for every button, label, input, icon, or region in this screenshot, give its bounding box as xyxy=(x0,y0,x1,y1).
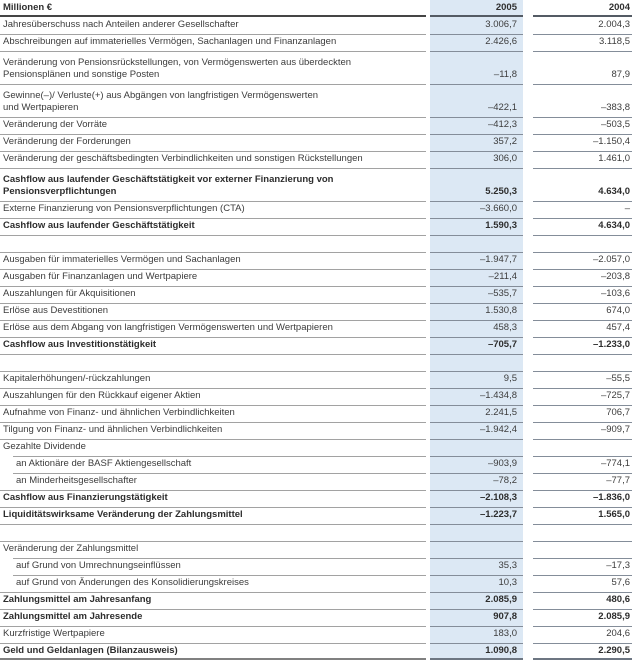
row-label: Veränderung von Pensionsrückstellungen, von Vermögenswerten aus überdeckten Pensionsplänen und sonstige Posten xyxy=(0,51,426,84)
row-value-2005: 10,3 xyxy=(430,575,523,592)
table-row xyxy=(0,422,634,439)
table-row xyxy=(0,354,634,371)
row-value-2005: 35,3 xyxy=(430,558,523,575)
row-label: Auszahlungen für Akquisitionen xyxy=(0,286,426,303)
table-row xyxy=(0,252,634,269)
table-row xyxy=(0,286,634,303)
row-label: Kurzfristige Wertpapiere xyxy=(0,626,426,643)
row-value-2004: 4.634,0 xyxy=(533,218,632,235)
table-row xyxy=(0,134,634,151)
row-value-2004: 480,6 xyxy=(533,592,632,609)
table-row xyxy=(0,371,634,388)
row-value-2004: 3.118,5 xyxy=(533,34,632,51)
row-value-2005: –11,8 xyxy=(430,51,523,84)
row-value-2004: – xyxy=(533,201,632,218)
row-label: Jahresüberschuss nach Anteilen anderer Gesellschafter xyxy=(3,19,239,30)
table-row xyxy=(0,575,634,592)
table-row xyxy=(0,51,634,84)
table-body xyxy=(0,17,634,660)
table-row xyxy=(0,609,634,626)
table-row xyxy=(0,388,634,405)
row-label xyxy=(0,524,426,541)
row-label: auf Grund von Änderungen des Konsolidierungskreises xyxy=(0,575,426,592)
row-label: Veränderung der Zahlungsmittel xyxy=(0,541,426,558)
row-value-2004: –1.150,4 xyxy=(533,134,632,151)
row-value-2005: 5.250,3 xyxy=(430,168,523,201)
table-row xyxy=(0,592,634,609)
row-value-2005: –705,7 xyxy=(430,337,523,354)
row-label: Geld und Geldanlagen (Bilanzausweis) xyxy=(0,643,426,660)
row-value-2004: 57,6 xyxy=(533,575,632,592)
row-label: Kapitalerhöhungen/-rückzahlungen xyxy=(0,371,426,388)
row-label: an Minderheitsgesellschafter xyxy=(0,473,426,490)
row-label: Erlöse aus dem Abgang von langfristigen Vermögenswerten und Wertpapieren xyxy=(0,320,426,337)
row-value-2004: 2.085,9 xyxy=(533,609,632,626)
row-value-2004: 204,6 xyxy=(533,626,632,643)
row-label: Tilgung von Finanz- und ähnlichen Verbindlichkeiten xyxy=(0,422,426,439)
row-label: Liquiditätswirksame Veränderung der Zahlungsmittel xyxy=(0,507,426,524)
row-label xyxy=(0,354,426,371)
row-label: Zahlungsmittel am Jahresanfang xyxy=(0,592,426,609)
row-value-2005: –3.660,0 xyxy=(430,201,523,218)
table-row xyxy=(0,218,634,235)
row-value-2004: –103,6 xyxy=(533,286,632,303)
table-row xyxy=(0,320,634,337)
row-value-2004: 2.290,5 xyxy=(533,643,632,660)
row-value-2004: 1.565,0 xyxy=(533,507,632,524)
row-value-2005: –412,3 xyxy=(430,117,523,134)
row-label: Gewinne(–)/ Verluste(+) aus Abgängen von langfristigen Vermögenswerten und Wertpapieren xyxy=(0,84,426,117)
table-row xyxy=(0,524,634,541)
row-value-2004: –383,8 xyxy=(533,84,632,117)
row-label: Veränderung der Forderungen xyxy=(0,134,426,151)
row-value-2004: –77,7 xyxy=(533,473,632,490)
table-row xyxy=(0,405,634,422)
row-value-2004: 2.004,3 xyxy=(598,19,630,30)
row-label: Ausgaben für Finanzanlagen und Wertpapiere xyxy=(0,269,426,286)
row-value-2005: 306,0 xyxy=(430,151,523,168)
row-value-2004: 4.634,0 xyxy=(533,168,632,201)
row-value-2004: –725,7 xyxy=(533,388,632,405)
row-value-2005: 458,3 xyxy=(430,320,523,337)
row-value-2005: –1.942,4 xyxy=(430,422,523,439)
table-row xyxy=(0,201,634,218)
table-row xyxy=(0,473,634,490)
row-value-2004: 1.461,0 xyxy=(533,151,632,168)
table-row xyxy=(0,337,634,354)
row-label: Erlöse aus Devestitionen xyxy=(0,303,426,320)
row-label: an Aktionäre der BASF Aktiengesellschaft xyxy=(0,456,426,473)
row-value-2004 xyxy=(533,354,632,371)
row-value-2005: –1.947,7 xyxy=(430,252,523,269)
row-label: Externe Finanzierung von Pensionsverpflichtungen (CTA) xyxy=(0,201,426,218)
row-value-2005 xyxy=(430,541,523,558)
row-value-2004: –1.836,0 xyxy=(533,490,632,507)
row-value-2004: 457,4 xyxy=(533,320,632,337)
table-row xyxy=(0,456,634,473)
table-row xyxy=(0,84,634,117)
row-value-2004 xyxy=(533,541,632,558)
row-value-2005: –78,2 xyxy=(430,473,523,490)
row-value-2004: –203,8 xyxy=(533,269,632,286)
table-row xyxy=(0,34,634,51)
row-value-2005: 183,0 xyxy=(430,626,523,643)
table-row xyxy=(0,439,634,456)
row-value-2004 xyxy=(533,439,632,456)
row-value-2005: 1.590,3 xyxy=(430,218,523,235)
row-value-2004: –774,1 xyxy=(533,456,632,473)
row-value-2005: 2.426,6 xyxy=(430,34,523,51)
row-value-2005 xyxy=(430,235,523,252)
column-header-2005: 2005 xyxy=(430,0,523,17)
row-value-2005: –422,1 xyxy=(430,84,523,117)
row-value-2005: –1.223,7 xyxy=(430,507,523,524)
table-header-row xyxy=(0,0,634,17)
row-label xyxy=(0,235,426,252)
row-value-2005: 1.530,8 xyxy=(430,303,523,320)
row-label: Gezahlte Dividende xyxy=(0,439,426,456)
row-value-2005: 357,2 xyxy=(430,134,523,151)
row-value-2005: –903,9 xyxy=(430,456,523,473)
row-value-2005: 2.241,5 xyxy=(430,405,523,422)
table-row xyxy=(0,168,634,201)
row-label: Veränderung der Vorräte xyxy=(0,117,426,134)
table-row xyxy=(0,303,634,320)
row-value-2004: –503,5 xyxy=(533,117,632,134)
table-row xyxy=(0,541,634,558)
column-header-2004: 2004 xyxy=(533,0,632,17)
row-value-2005: –2.108,3 xyxy=(430,490,523,507)
row-value-2004 xyxy=(533,524,632,541)
table-row xyxy=(0,643,634,660)
row-label: Cashflow aus Finanzierungstätigkeit xyxy=(0,490,426,507)
row-label: auf Grund von Umrechnungseinflüssen xyxy=(0,558,426,575)
row-label: Abschreibungen auf immaterielles Vermögen, Sachanlagen und Finanzanlagen xyxy=(0,34,426,51)
row-value-2005 xyxy=(430,354,523,371)
table-row xyxy=(0,626,634,643)
row-value-2004: 674,0 xyxy=(533,303,632,320)
row-value-2005: 2.085,9 xyxy=(430,592,523,609)
row-label: Cashflow aus laufender Geschäftstätigkeit vor externer Finanzierung von Pensionsverpflichtungen xyxy=(0,168,426,201)
row-label: Ausgaben für immaterielles Vermögen und Sachanlagen xyxy=(0,252,426,269)
table-row xyxy=(0,269,634,286)
row-value-2005: 3.006,7 xyxy=(430,17,523,34)
row-value-2004: –17,3 xyxy=(533,558,632,575)
table-row xyxy=(0,507,634,524)
row-value-2004: –55,5 xyxy=(533,371,632,388)
row-value-2004: –909,7 xyxy=(533,422,632,439)
row-label: Zahlungsmittel am Jahresende xyxy=(0,609,426,626)
row-label: Cashflow aus laufender Geschäftstätigkeit xyxy=(0,218,426,235)
table-row xyxy=(0,117,634,134)
row-value-2004: –1.233,0 xyxy=(533,337,632,354)
row-value-2004: –2.057,0 xyxy=(533,252,632,269)
row-value-2005: 907,8 xyxy=(430,609,523,626)
row-value-2005: –535,7 xyxy=(430,286,523,303)
unit-header: Millionen € xyxy=(0,0,426,17)
row-label: Aufnahme von Finanz- und ähnlichen Verbindlichkeiten xyxy=(0,405,426,422)
row-value-2004: 87,9 xyxy=(533,51,632,84)
row-value-2005: –211,4 xyxy=(430,269,523,286)
row-label: Veränderung der geschäftsbedingten Verbindlichkeiten und sonstigen Rückstellungen xyxy=(0,151,426,168)
row-value-2004 xyxy=(533,235,632,252)
table-row xyxy=(0,235,634,252)
row-value-2004: 706,7 xyxy=(533,405,632,422)
table-row xyxy=(0,558,634,575)
table-row xyxy=(0,17,634,34)
row-label: Auszahlungen für den Rückkauf eigener Aktien xyxy=(0,388,426,405)
row-value-2005 xyxy=(430,439,523,456)
row-value-2005 xyxy=(430,524,523,541)
row-value-2005: 1.090,8 xyxy=(430,643,523,660)
table-row xyxy=(0,490,634,507)
row-value-2005: –1.434,8 xyxy=(430,388,523,405)
row-value-2005: 9,5 xyxy=(430,371,523,388)
row-label: Cashflow aus Investitionstätigkeit xyxy=(0,337,426,354)
table-row xyxy=(0,151,634,168)
